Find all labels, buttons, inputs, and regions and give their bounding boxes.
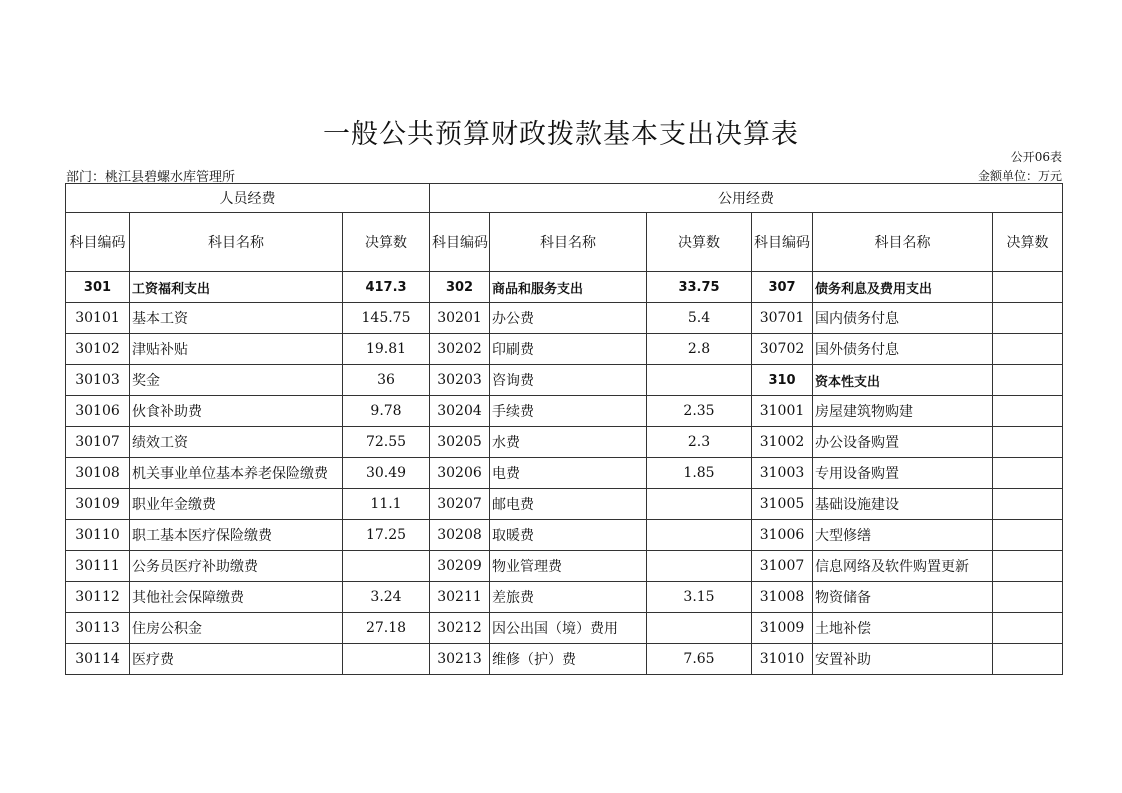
header-name: 科目名称 [490, 213, 647, 272]
cell-name: 物业管理费 [490, 551, 647, 582]
table-row [66, 644, 1063, 675]
cell-code: 30702 [752, 334, 813, 365]
header-name: 科目名称 [130, 213, 343, 272]
table-row [66, 582, 1063, 613]
cell-name: 维修（护）费 [490, 644, 647, 675]
cell-amount [647, 551, 752, 582]
cell-amount [993, 551, 1063, 582]
cell-name: 资本性支出 [813, 365, 993, 396]
cell-name: 职工基本医疗保险缴费 [130, 520, 343, 551]
cell-amount: 5.4 [647, 303, 752, 334]
cell-amount: 9.78 [343, 396, 430, 427]
cell-amount: 417.3 [343, 272, 430, 303]
cell-amount [993, 427, 1063, 458]
cell-code: 31009 [752, 613, 813, 644]
cell-amount: 17.25 [343, 520, 430, 551]
cell-amount [343, 551, 430, 582]
cell-code: 30212 [430, 613, 490, 644]
cell-code: 30110 [66, 520, 130, 551]
cell-amount: 7.65 [647, 644, 752, 675]
cell-code: 30204 [430, 396, 490, 427]
table-row [66, 303, 1063, 334]
header-name: 科目名称 [813, 213, 993, 272]
cell-amount: 2.3 [647, 427, 752, 458]
cell-name: 商品和服务支出 [490, 272, 647, 303]
cell-code: 31010 [752, 644, 813, 675]
cell-amount: 145.75 [343, 303, 430, 334]
cell-code: 30213 [430, 644, 490, 675]
table-row [66, 551, 1063, 582]
cell-code: 30101 [66, 303, 130, 334]
cell-name: 取暖费 [490, 520, 647, 551]
cell-amount [993, 303, 1063, 334]
header-code: 科目编码 [752, 213, 813, 272]
cell-name: 伙食补助费 [130, 396, 343, 427]
cell-code: 30107 [66, 427, 130, 458]
cell-amount [993, 365, 1063, 396]
header-code: 科目编码 [430, 213, 490, 272]
cell-name: 机关事业单位基本养老保险缴费 [130, 458, 343, 489]
cell-amount: 72.55 [343, 427, 430, 458]
cell-amount [647, 520, 752, 551]
group-public: 公用经费 [430, 184, 1063, 213]
cell-name: 办公费 [490, 303, 647, 334]
cell-code: 30203 [430, 365, 490, 396]
expenditure-table [65, 183, 1063, 675]
cell-code: 30109 [66, 489, 130, 520]
cell-name: 职业年金缴费 [130, 489, 343, 520]
cell-name: 基础设施建设 [813, 489, 993, 520]
cell-code: 30113 [66, 613, 130, 644]
cell-amount [993, 582, 1063, 613]
cell-name: 办公设备购置 [813, 427, 993, 458]
cell-code: 31007 [752, 551, 813, 582]
cell-name: 工资福利支出 [130, 272, 343, 303]
cell-name: 国外债务付息 [813, 334, 993, 365]
cell-amount [993, 489, 1063, 520]
cell-code: 31001 [752, 396, 813, 427]
cell-code: 301 [66, 272, 130, 303]
cell-name: 咨询费 [490, 365, 647, 396]
page-title: 一般公共预算财政拨款基本支出决算表 [323, 119, 799, 150]
cell-amount: 30.49 [343, 458, 430, 489]
cell-code: 302 [430, 272, 490, 303]
cell-code: 30102 [66, 334, 130, 365]
cell-name: 奖金 [130, 365, 343, 396]
table-row [66, 427, 1063, 458]
cell-amount: 27.18 [343, 613, 430, 644]
cell-code: 30103 [66, 365, 130, 396]
table-row [66, 613, 1063, 644]
cell-code: 31003 [752, 458, 813, 489]
cell-amount: 2.35 [647, 396, 752, 427]
cell-amount [647, 489, 752, 520]
cell-code: 30701 [752, 303, 813, 334]
cell-code: 307 [752, 272, 813, 303]
cell-amount: 33.75 [647, 272, 752, 303]
cell-code: 30112 [66, 582, 130, 613]
cell-name: 房屋建筑物购建 [813, 396, 993, 427]
cell-amount: 3.15 [647, 582, 752, 613]
cell-amount [343, 644, 430, 675]
cell-amount [993, 334, 1063, 365]
cell-code: 30202 [430, 334, 490, 365]
amount-unit-label: 金额单位：万元 [977, 169, 1062, 183]
cell-code: 30207 [430, 489, 490, 520]
cell-amount [993, 458, 1063, 489]
group-personnel: 人员经费 [66, 184, 430, 213]
cell-code: 30111 [66, 551, 130, 582]
cell-amount [993, 613, 1063, 644]
cell-name: 国内债务付息 [813, 303, 993, 334]
table-row [66, 334, 1063, 365]
cell-code: 31002 [752, 427, 813, 458]
cell-code: 30205 [430, 427, 490, 458]
cell-name: 大型修缮 [813, 520, 993, 551]
cell-name: 绩效工资 [130, 427, 343, 458]
cell-amount [647, 365, 752, 396]
cell-name: 公务员医疗补助缴费 [130, 551, 343, 582]
cell-name: 基本工资 [130, 303, 343, 334]
cell-name: 差旅费 [490, 582, 647, 613]
cell-name: 手续费 [490, 396, 647, 427]
cell-amount: 2.8 [647, 334, 752, 365]
cell-amount: 36 [343, 365, 430, 396]
cell-code: 30201 [430, 303, 490, 334]
cell-code: 31008 [752, 582, 813, 613]
cell-name: 土地补偿 [813, 613, 993, 644]
department-label: 部门：桃江县碧螺水库管理所 [66, 170, 236, 185]
cell-code: 30106 [66, 396, 130, 427]
cell-name: 专用设备购置 [813, 458, 993, 489]
cell-amount: 19.81 [343, 334, 430, 365]
cell-name: 印刷费 [490, 334, 647, 365]
column-header-row [66, 213, 1063, 272]
cell-amount [993, 520, 1063, 551]
cell-amount: 3.24 [343, 582, 430, 613]
cell-amount: 11.1 [343, 489, 430, 520]
cell-code: 310 [752, 365, 813, 396]
cell-name: 津贴补贴 [130, 334, 343, 365]
table-row [66, 396, 1063, 427]
cell-code: 30209 [430, 551, 490, 582]
cell-amount [647, 613, 752, 644]
header-code: 科目编码 [66, 213, 130, 272]
header-amount: 决算数 [647, 213, 752, 272]
cell-code: 30108 [66, 458, 130, 489]
cell-name: 物资储备 [813, 582, 993, 613]
cell-code: 31006 [752, 520, 813, 551]
cell-name: 信息网络及软件购置更新 [813, 551, 993, 582]
form-number: 公开06表 [1010, 150, 1062, 164]
cell-name: 水费 [490, 427, 647, 458]
cell-name: 其他社会保障缴费 [130, 582, 343, 613]
header-amount: 决算数 [993, 213, 1063, 272]
cell-code: 31005 [752, 489, 813, 520]
table-row [66, 365, 1063, 396]
cell-amount: 1.85 [647, 458, 752, 489]
table-row [66, 520, 1063, 551]
table-row [66, 489, 1063, 520]
table-row [66, 272, 1063, 303]
cell-amount [993, 644, 1063, 675]
cell-amount [993, 396, 1063, 427]
cell-code: 30208 [430, 520, 490, 551]
cell-name: 安置补助 [813, 644, 993, 675]
cell-name: 邮电费 [490, 489, 647, 520]
group-header-row [66, 184, 1063, 213]
cell-code: 30211 [430, 582, 490, 613]
cell-code: 30206 [430, 458, 490, 489]
table-row [66, 458, 1063, 489]
cell-name: 因公出国（境）费用 [490, 613, 647, 644]
cell-name: 医疗费 [130, 644, 343, 675]
cell-name: 住房公积金 [130, 613, 343, 644]
cell-name: 债务利息及费用支出 [813, 272, 993, 303]
cell-name: 电费 [490, 458, 647, 489]
header-amount: 决算数 [343, 213, 430, 272]
cell-code: 30114 [66, 644, 130, 675]
cell-amount [993, 272, 1063, 303]
